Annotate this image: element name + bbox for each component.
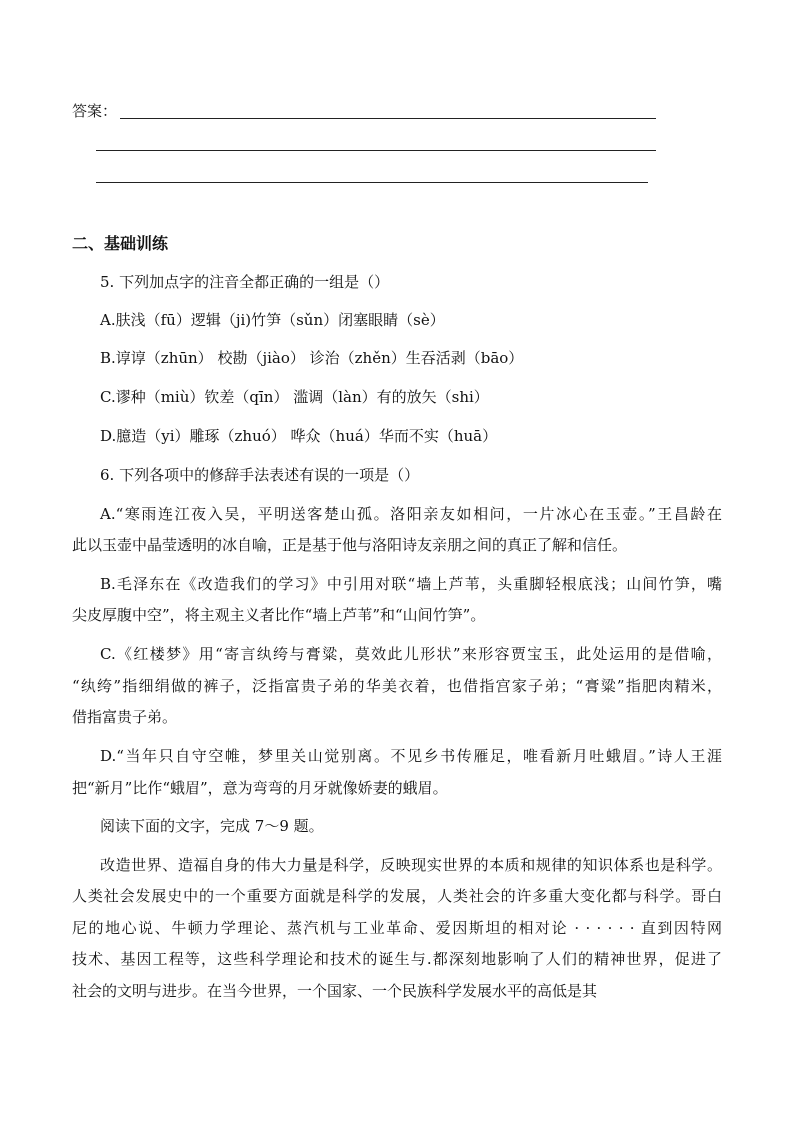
reading-line-3: 尼的地心说、牛顿力学理论、蒸汽机与工业革命、爱因斯坦的相对论 · · · · · · 直到因特网 (72, 919, 722, 937)
reading-line-2: 人类社会发展史中的一个重要方面就是科学的发展，人类社会的许多重大变化都与科学。哥白 (72, 887, 722, 905)
answer-blank-line-3[interactable] (96, 182, 648, 183)
answer-blank-line-1[interactable] (120, 118, 656, 119)
question-6-option-d-line-2: 把“新月”比作“蛾眉”，意为弯弯的月牙就像娇妻的蛾眉。 (72, 779, 448, 797)
reading-line-4: 技术、基因工程等，这些科学理论和技术的诞生与.都深刻地影响了人们的精神世界，促进了 (72, 950, 722, 968)
question-6-option-c-line-1: C.《红楼梦》用“寄言纨绔与膏粱，莫效此儿形状”来形容贾宝玉，此处运用的是借喻， (100, 645, 722, 663)
reading-line-5: 社会的文明与进步。在当今世界，一个国家、一个民族科学发展水平的高低是其 (72, 982, 598, 1000)
question-5-stem: 5. 下列加点字的注音全都正确的一组是（） (100, 273, 390, 291)
question-5-option-a: A.肤浅（fū）逻辑（ji)竹笋（sǔn）闭塞眼睛（sè） (100, 311, 445, 329)
reading-intro: 阅读下面的文字，完成 7～9 题。 (100, 817, 324, 835)
reading-line-1: 改造世界、造福自身的伟大力量是科学，反映现实世界的本质和规律的知识体系也是科学。 (100, 856, 722, 874)
question-6-option-c-line-3: 借指富贵子弟。 (72, 708, 178, 726)
question-5-option-b: B.谆谆（zhūn） 校勘（jiào） 诊治（zhěn）生吞活剥（bāo） (100, 349, 524, 367)
section-heading: 二、基础训练 (72, 234, 169, 253)
question-5-option-c: C.谬种（miù）钦差（qīn） 滥调（làn）有的放矢（shi） (100, 388, 489, 406)
question-6-option-b-line-1: B.毛泽东在《改造我们的学习》中引用对联“墙上芦苇，头重脚轻根底浅；山间竹笋，嘴 (100, 575, 722, 593)
question-6-option-a-line-1: A.“寒雨连江夜入吴，平明送客楚山孤。洛阳亲友如相问，一片冰心在玉壶。”王昌龄在 (100, 505, 722, 523)
question-6-option-a-line-2: 此以玉壶中晶莹透明的冰自喻，正是基于他与洛阳诗友亲朋之间的真正了解和信任。 (72, 536, 628, 554)
answer-blank-line-2[interactable] (96, 150, 656, 151)
question-5-option-d: D.臆造（yi）雕琢（zhuó） 哗众（huá）华而不实（huā） (100, 427, 498, 445)
question-6-stem: 6. 下列各项中的修辞手法表述有误的一项是（） (100, 466, 420, 484)
question-6-option-c-line-2: “纨绔”指细绢做的裤子，泛指富贵子弟的华美衣着，也借指宫家子弟；“膏粱”指肥肉精米， (72, 677, 722, 695)
question-6-option-d-line-1: D.“当年只自守空帷，梦里关山觉别离。不见乡书传雁足，唯看新月吐蛾眉。”诗人王涯 (100, 747, 722, 765)
answer-label: 答案： (72, 102, 118, 120)
question-6-option-b-line-2: 尖皮厚腹中空”，将主观主义者比作“墙上芦苇”和“山间竹笋”。 (72, 606, 486, 624)
